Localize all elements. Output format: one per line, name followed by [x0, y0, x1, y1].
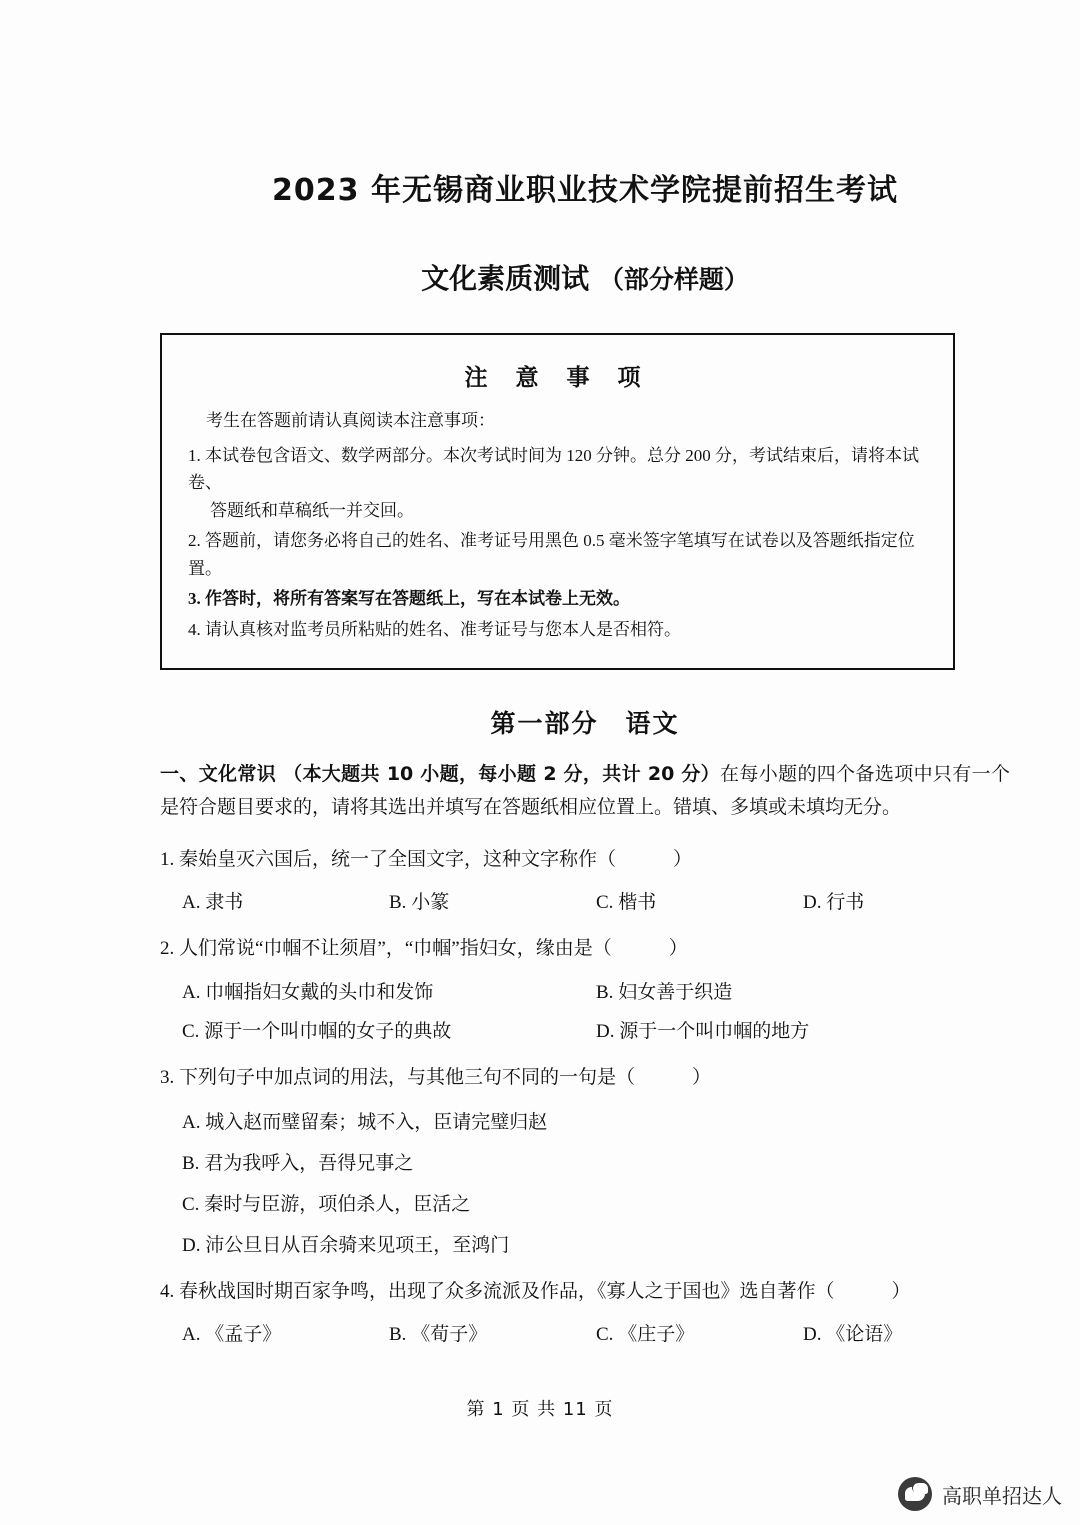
- question-text: 春秋战国时期百家争鸣，出现了众多流派及作品，《寡人之于国也》选自著作（ ）: [179, 1280, 911, 1302]
- wechat-logo-icon: [898, 1477, 932, 1511]
- question-text: 秦始皇灭六国后，统一了全国文字，这种文字称作（ ）: [179, 848, 693, 870]
- option-text: 《荀子》: [411, 1324, 488, 1346]
- option-text: 源于一个叫巾帼的女子的典故: [204, 1020, 452, 1042]
- option-item[interactable]: [182, 977, 596, 1004]
- option-label: C.: [596, 892, 614, 914]
- question-options: [160, 1319, 1010, 1346]
- option-text: 《庄子》: [618, 1324, 695, 1346]
- option-item[interactable]: [803, 1319, 1010, 1346]
- option-item[interactable]: [182, 1319, 389, 1346]
- section-intro: [160, 758, 1010, 825]
- option-label: C.: [182, 1193, 200, 1215]
- option-label: B.: [389, 892, 407, 914]
- page-title: 2023 年无锡商业职业技术学院提前招生考试: [272, 173, 898, 208]
- option-label: D.: [596, 1020, 615, 1042]
- option-text: 源于一个叫巾帼的地方: [619, 1020, 810, 1042]
- page-footer: 第 1 页 共 11 页: [466, 1399, 614, 1420]
- notice-item-text-cont: 答题纸和草稿纸一并交回。: [210, 500, 414, 520]
- option-item[interactable]: [596, 977, 1010, 1004]
- notice-item-text: 答题前，请您务必将自己的姓名、准考证号用黑色 0.5 毫米签字笔填写在试卷以及答题纸指定位置。: [188, 531, 915, 578]
- option-text: 行书: [826, 892, 865, 914]
- question-options: [160, 977, 1010, 1004]
- option-item[interactable]: [596, 1016, 1010, 1043]
- option-label: A.: [182, 1111, 201, 1133]
- option-label: C.: [182, 1020, 200, 1042]
- question-stem: [160, 1063, 1010, 1093]
- section-intro-rest: 在每小题的四个备选项中只有一个是符合题目要求的，请将其选出并填写在答题纸相应位置上。错填、多填或未填均无分。: [160, 764, 1010, 819]
- option-text: 沛公旦日从百余骑来见项王，至鸿门: [205, 1234, 510, 1256]
- notice-item-number: 1.: [188, 445, 201, 465]
- notice-box: [160, 333, 955, 670]
- notice-item-text: 作答时，将所有答案写在答题纸上，写在本试卷上无效。: [205, 589, 630, 609]
- option-text: 小篆: [411, 892, 450, 914]
- notice-item-number: 4.: [188, 619, 201, 639]
- option-label: B.: [182, 1152, 200, 1174]
- notice-item: [188, 616, 927, 644]
- option-item[interactable]: [803, 887, 1010, 914]
- notice-heading: 注 意 事 项: [464, 365, 651, 391]
- subtitle-note: （部分样题）: [598, 265, 749, 294]
- option-label: D.: [182, 1234, 201, 1256]
- option-text: 《论语》: [826, 1324, 903, 1346]
- question-stem: [160, 1277, 1010, 1307]
- section-intro-bold: 一、文化常识 （本大题共 10 小题，每小题 2 分，共计 20 分）: [160, 763, 721, 786]
- question-options: [160, 1016, 1010, 1043]
- question-number: 4.: [160, 1280, 175, 1302]
- notice-lead: 考生在答题前请认真阅读本注意事项：: [206, 411, 495, 430]
- option-label: D.: [803, 892, 822, 914]
- option-item[interactable]: [160, 1189, 1010, 1216]
- option-label: C.: [596, 1324, 614, 1346]
- option-label: A.: [182, 1324, 201, 1346]
- part-title: 第一部分 语文: [490, 709, 680, 739]
- watermark: [898, 1477, 1062, 1511]
- option-item[interactable]: [160, 1230, 1010, 1257]
- option-item[interactable]: [596, 1319, 803, 1346]
- notice-item-number: 2.: [188, 531, 201, 551]
- option-text: 秦时与臣游，项伯杀人，臣活之: [204, 1193, 471, 1215]
- option-item[interactable]: [596, 887, 803, 914]
- option-label: A.: [182, 892, 201, 914]
- option-text: 《孟子》: [205, 1324, 282, 1346]
- option-text: 妇女善于织造: [618, 981, 733, 1003]
- option-item[interactable]: [160, 1148, 1010, 1175]
- option-text: 城入赵而璧留秦；城不入，臣请完璧归赵: [205, 1111, 548, 1133]
- question-number: 3.: [160, 1066, 175, 1088]
- notice-item: [188, 527, 927, 582]
- notice-item: [188, 585, 927, 613]
- notice-item-number: 3.: [188, 589, 201, 609]
- notice-item-text: 本试卷包含语文、数学两部分。本次考试时间为 120 分钟。总分 200 分，考试结束后，请将本试卷、: [188, 445, 919, 493]
- option-item[interactable]: [160, 1107, 1010, 1134]
- notice-item-text: 请认真核对监考员所粘贴的姓名、准考证号与您本人是否相符。: [205, 619, 681, 639]
- option-label: B.: [389, 1324, 407, 1346]
- subtitle-text: 文化素质测试: [421, 262, 590, 295]
- option-label: A.: [182, 981, 201, 1003]
- page-subtitle: [160, 257, 1010, 297]
- option-text: 楷书: [618, 892, 657, 914]
- option-text: 隶书: [205, 892, 244, 914]
- option-text: 巾帼指妇女戴的头巾和发饰: [205, 981, 434, 1003]
- question-options: [160, 887, 1010, 914]
- option-label: B.: [596, 981, 614, 1003]
- option-item[interactable]: [182, 1016, 596, 1043]
- option-label: D.: [803, 1324, 822, 1346]
- page-content: [160, 0, 1010, 1346]
- watermark-label: 高职单招达人: [942, 1483, 1062, 1508]
- option-text: 君为我呼入，吾得兄事之: [204, 1152, 414, 1174]
- option-item[interactable]: [182, 887, 389, 914]
- question-text: 人们常说“巾帼不让须眉”，“巾帼”指妇女，缘由是（ ）: [179, 938, 688, 960]
- question-number: 2.: [160, 938, 175, 960]
- notice-item: [188, 442, 927, 525]
- question-stem: [160, 934, 1010, 964]
- option-item[interactable]: [389, 887, 596, 914]
- question-text: 下列句子中加点词的用法，与其他三句不同的一句是（ ）: [179, 1066, 712, 1088]
- question-number: 1.: [160, 848, 175, 870]
- option-item[interactable]: [389, 1319, 596, 1346]
- question-stem: [160, 845, 1010, 875]
